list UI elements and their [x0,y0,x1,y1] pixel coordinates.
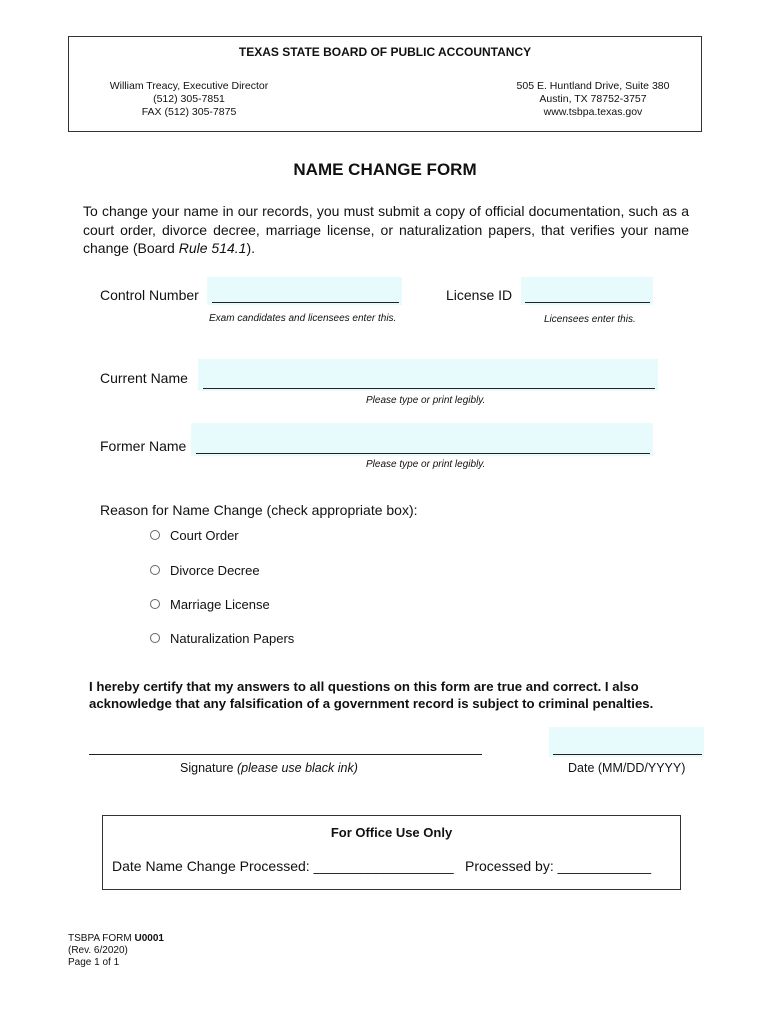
board-address [493,80,693,119]
intro-paragraph [83,202,689,258]
date-processed-blank[interactable]: __________________ [313,858,454,874]
date-processed-row [112,858,454,874]
signature-label [180,761,358,775]
website: www.tsbpa.texas.gov [543,106,643,118]
control-number-label: Control Number [100,287,199,303]
option-label: Marriage License [170,596,270,612]
intro-end: ). [246,240,256,256]
intro-text: To change your name in our records, you must submit a copy of official documentation, such as a court order, divorce decree, marriage license, or naturalization papers, that verifies your name change (Board [83,203,689,256]
current-name-label: Current Name [100,370,188,386]
reason-option-marriage-license[interactable] [150,595,270,613]
signature-line[interactable] [89,754,482,755]
former-name-underline [196,453,650,454]
former-name-label: Former Name [100,438,187,454]
form-id: U0001 [134,933,164,944]
radio-button[interactable] [150,530,160,540]
license-id-field[interactable] [521,277,653,305]
reason-option-naturalization-papers[interactable] [150,629,294,647]
processed-by-row [465,858,651,874]
reason-label: Reason for Name Change (check appropriate box): [100,502,418,518]
license-id-underline [525,302,650,303]
license-id-label: License ID [446,287,513,303]
radio-button[interactable] [150,633,160,643]
form-number [68,933,164,945]
current-name-field[interactable] [198,359,658,391]
city-state-zip: Austin, TX 78752-3757 [539,93,647,105]
street-address: 505 E. Huntland Drive, Suite 380 [516,80,670,92]
date-underline [553,754,702,755]
reason-option-court-order[interactable] [150,526,239,544]
director-name: William Treacy, Executive Director [109,80,269,92]
control-number-hint: Exam candidates and licensees enter this. [209,313,397,324]
current-name-hint: Please type or print legibly. [366,395,486,406]
former-name-hint: Please type or print legibly. [366,459,486,470]
form-footer [68,933,164,969]
header-box [68,36,702,132]
option-label: Naturalization Papers [170,630,295,646]
license-id-hint: Licensees enter this. [544,314,636,325]
form-title: NAME CHANGE FORM [293,160,477,179]
current-name-underline [203,388,655,389]
intro-rule: Rule 514.1 [178,240,247,256]
date-field[interactable] [549,727,704,757]
board-name: TEXAS STATE BOARD OF PUBLIC ACCOUNTANCY [238,45,532,59]
date-processed-label: Date Name Change Processed: [112,858,310,874]
control-number-field[interactable] [207,277,402,305]
director-contact [89,80,289,119]
certification-statement: I hereby certify that my answers to all questions on this form are true and correct. I also acknowledge that any falsification of a government record is subject to criminal penalties. [89,679,654,711]
radio-button[interactable] [150,565,160,575]
signature-label-text: Signature [180,761,237,775]
option-label: Divorce Decree [170,562,260,578]
control-number-underline [212,302,399,303]
phone: (512) 305-7851 [153,93,225,105]
form-prefix: TSBPA FORM [68,933,135,944]
option-label: Court Order [170,527,239,543]
signature-label-italic: (please use black ink) [236,761,358,775]
office-use-title: For Office Use Only [330,825,453,840]
page-number: Page 1 of 1 [68,957,120,968]
form-revision: (Rev. 6/2020) [68,945,128,956]
office-use-box [102,815,681,890]
reason-option-divorce-decree[interactable] [150,561,260,579]
former-name-field[interactable] [191,423,653,456]
fax: FAX (512) 305-7875 [141,106,237,118]
radio-button[interactable] [150,599,160,609]
processed-by-label: Processed by: [465,858,554,874]
date-label: Date (MM/DD/YYYY) [568,761,686,775]
processed-by-blank[interactable]: ____________ [557,858,652,874]
